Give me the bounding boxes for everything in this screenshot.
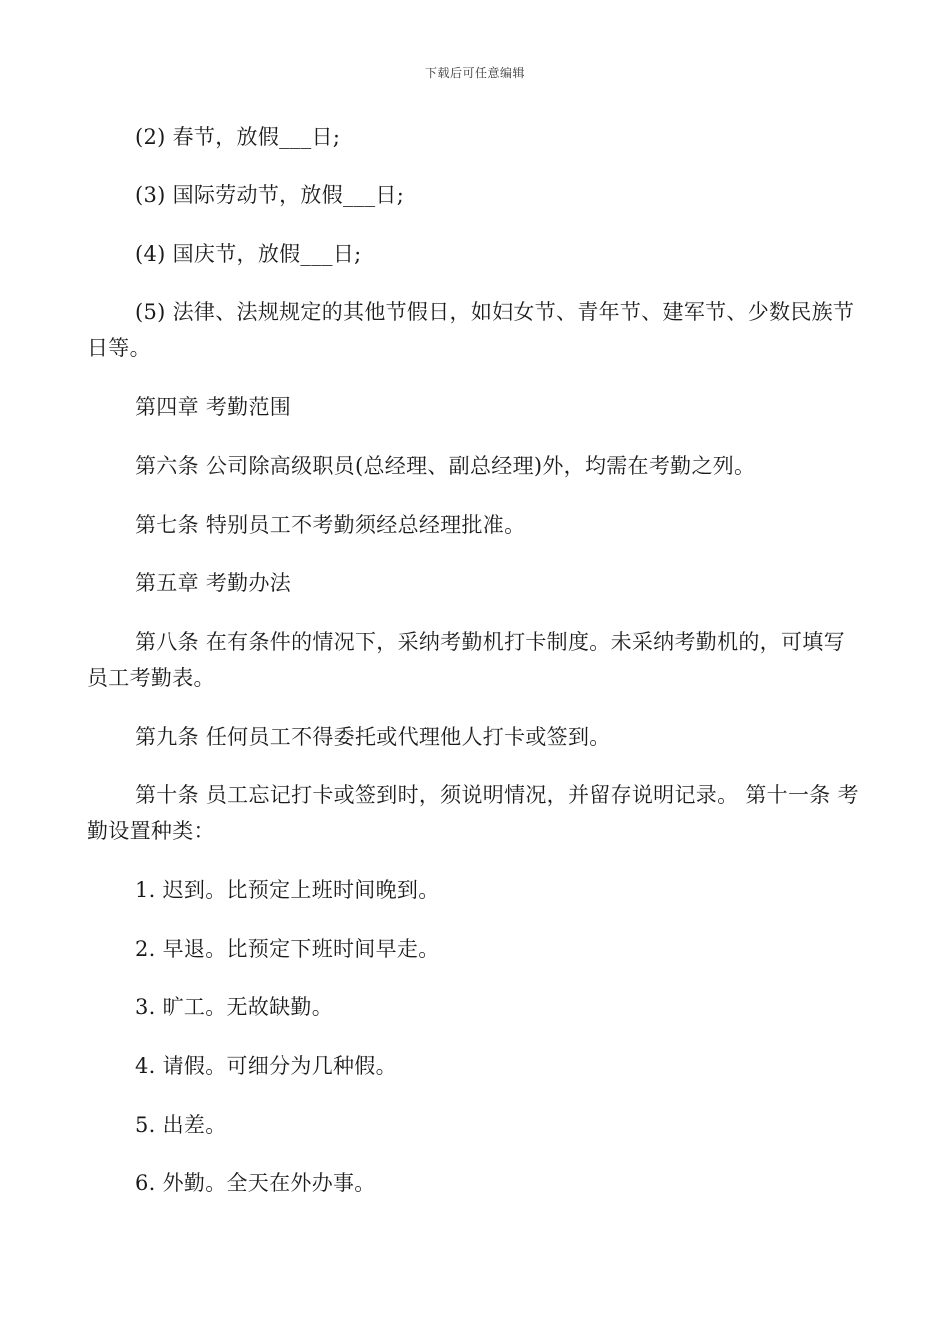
paragraph-national-day: (4) 国庆节，放假___日; [135,242,362,266]
list-item-field-work: 6. 外勤。全天在外办事。 [135,1171,376,1195]
article-8: 第八条 在有条件的情况下，采纳考勤机打卡制度。未采纳考勤机的，可填写员工考勤表。 [87,630,845,690]
paragraph-spring-festival: (2) 春节，放假___日; [135,125,341,149]
chapter-heading-5: 第五章 考勤办法 [135,571,292,595]
article-10-11: 第十条 员工忘记打卡或签到时，须说明情况，并留存说明记录。 第十一条 考勤设置种类： [87,783,859,843]
chapter-heading-4: 第四章 考勤范围 [135,395,292,419]
list-item-business-trip: 5. 出差。 [135,1113,227,1137]
paragraph-labor-day: (3) 国际劳动节，放假___日; [135,183,405,207]
page-header: 下载后可任意编辑 [424,66,525,80]
list-item-early-leave: 2. 早退。比预定下班时间早走。 [135,937,440,961]
list-item-late: 1. 迟到。比预定上班时间晚到。 [135,878,440,902]
article-9: 第九条 任何员工不得委托或代理他人打卡或签到。 [135,725,611,749]
list-item-absence: 3. 旷工。无故缺勤。 [135,995,334,1019]
list-item-leave: 4. 请假。可细分为几种假。 [135,1054,397,1078]
article-7: 第七条 特别员工不考勤须经总经理批准。 [135,513,526,537]
paragraph-other-holidays: (5) 法律、法规规定的其他节假日，如妇女节、青年节、建军节、少数民族节日等。 [87,300,855,360]
article-6: 第六条 公司除高级职员(总经理、副总经理)外，均需在考勤之列。 [135,454,756,478]
